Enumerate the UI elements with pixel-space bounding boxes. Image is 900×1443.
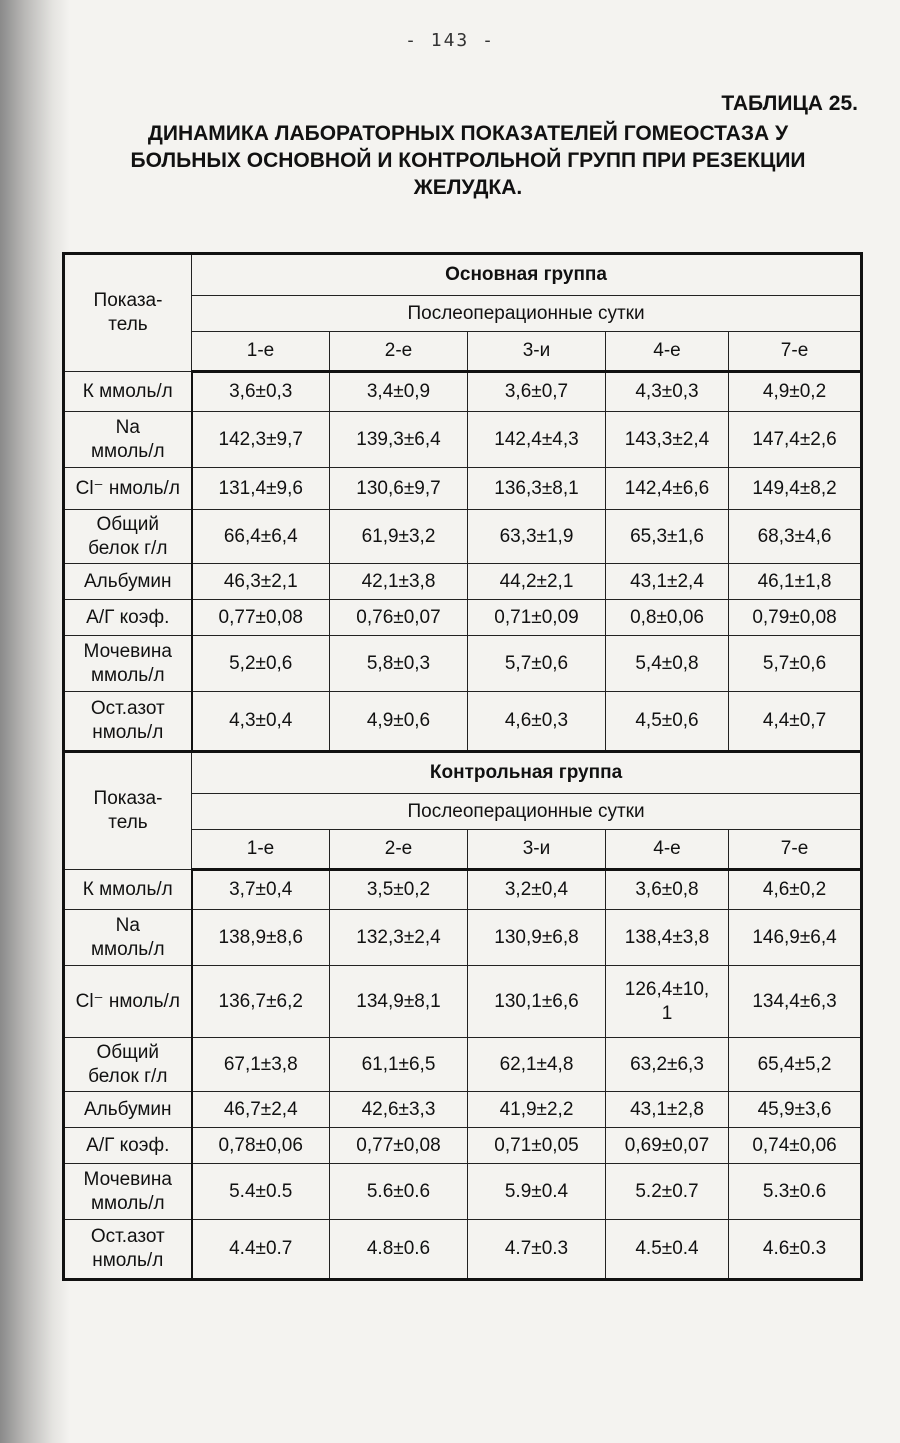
- caption-line: ЖЕЛУДКА.: [413, 176, 523, 199]
- value-cell: 0,78±0,06: [192, 1128, 330, 1164]
- value-cell: 4,6±0,3: [468, 692, 606, 752]
- value-cell: 46,3±2,1: [192, 564, 330, 600]
- table-row: [64, 1164, 862, 1220]
- row-label-line: нмоль/л: [92, 1250, 164, 1271]
- value-cell: 5,7±0,6: [729, 636, 862, 692]
- value-cell: 0,79±0,08: [729, 600, 862, 636]
- value-cell: 138,4±3,8: [606, 910, 729, 966]
- table-row: [64, 510, 862, 564]
- day-header: 2-е: [330, 332, 468, 372]
- page-gutter-shadow: [0, 0, 70, 1443]
- value-cell: 143,3±2,4: [606, 412, 729, 468]
- value-cell: 130,6±9,7: [330, 468, 468, 510]
- value-cell: 68,3±4,6: [729, 510, 862, 564]
- day-header: 7-е: [729, 332, 862, 372]
- value-cell: 132,3±2,4: [330, 910, 468, 966]
- value-cell: 3,2±0,4: [468, 870, 606, 910]
- value-cell: 149,4±8,2: [729, 468, 862, 510]
- value-cell: 126,4±10, 1: [606, 966, 729, 1038]
- value-cell: 0,71±0,05: [468, 1128, 606, 1164]
- table-caption: [78, 120, 858, 201]
- row-label-line: Мочевина: [83, 640, 172, 662]
- value-cell: 4,5±0,6: [606, 692, 729, 752]
- row-label-line: белок г/л: [88, 537, 168, 559]
- value-cell: 4.4±0.7: [192, 1220, 330, 1280]
- value-cell: 4,4±0,7: [729, 692, 862, 752]
- row-label-line: Общий: [96, 513, 160, 535]
- value-cell: 65,4±5,2: [729, 1038, 862, 1092]
- row-label-line: ммоль/л: [90, 938, 165, 960]
- postop-days-subheader: Послеоперационные сутки: [192, 794, 862, 830]
- table-row: [64, 412, 862, 468]
- value-cell: 146,9±6,4: [729, 910, 862, 966]
- row-label-line: Cl⁻ нмоль/л: [75, 990, 180, 1012]
- value-cell: 67,1±3,8: [192, 1038, 330, 1092]
- table-row: [64, 600, 862, 636]
- table-body: [64, 254, 862, 1280]
- value-cell: 0,74±0,06: [729, 1128, 862, 1164]
- value-cell: 61,1±6,5: [330, 1038, 468, 1092]
- value-cell: 63,3±1,9: [468, 510, 606, 564]
- param-header-line: тель: [108, 314, 148, 335]
- day-header: 3-и: [468, 830, 606, 870]
- table-label: ТАБЛИЦА 25.: [721, 92, 858, 115]
- value-cell: 44,2±2,1: [468, 564, 606, 600]
- day-header: 4-е: [606, 830, 729, 870]
- value-cell: 42,1±3,8: [330, 564, 468, 600]
- value-cell: 136,7±6,2: [192, 966, 330, 1038]
- table-row: [64, 468, 862, 510]
- value-cell: 42,6±3,3: [330, 1092, 468, 1128]
- value-cell: 5.3±0.6: [729, 1164, 862, 1220]
- value-cell: 0,71±0,09: [468, 600, 606, 636]
- value-cell: 63,2±6,3: [606, 1038, 729, 1092]
- row-label-line: К ммоль/л: [82, 878, 173, 900]
- value-cell: 4,6±0,2: [729, 870, 862, 910]
- row-label: [64, 412, 192, 468]
- table-row: [64, 564, 862, 600]
- row-label-line: А/Г коэф.: [86, 1134, 170, 1156]
- param-header-cell: [64, 752, 192, 870]
- value-cell: 46,1±1,8: [729, 564, 862, 600]
- value-cell: 5.9±0.4: [468, 1164, 606, 1220]
- value-cell: 62,1±4,8: [468, 1038, 606, 1092]
- table-row: [64, 966, 862, 1038]
- table-row: [64, 1220, 862, 1280]
- value-cell: 5,7±0,6: [468, 636, 606, 692]
- row-label: [64, 636, 192, 692]
- value-cell: 3,6±0,8: [606, 870, 729, 910]
- value-cell: 5,2±0,6: [192, 636, 330, 692]
- value-cell: 3,6±0,7: [468, 372, 606, 412]
- value-cell: 3,7±0,4: [192, 870, 330, 910]
- row-label-line: Альбумин: [83, 1098, 172, 1120]
- value-cell: 4.7±0.3: [468, 1220, 606, 1280]
- row-label-line: Ост.азот: [90, 1226, 165, 1247]
- row-label: [64, 372, 192, 412]
- table-row: [64, 1128, 862, 1164]
- value-cell: 5,4±0,8: [606, 636, 729, 692]
- row-label-line: А/Г коэф.: [86, 606, 170, 628]
- row-label-line: ммоль/л: [90, 664, 165, 686]
- value-cell: 0,76±0,07: [330, 600, 468, 636]
- table-row: [64, 910, 862, 966]
- value-cell: 139,3±6,4: [330, 412, 468, 468]
- value-cell: 5.2±0.7: [606, 1164, 729, 1220]
- value-cell: 61,9±3,2: [330, 510, 468, 564]
- day-header: 1-е: [192, 830, 330, 870]
- value-cell: 138,9±8,6: [192, 910, 330, 966]
- main-group-title: Основная группа: [192, 254, 862, 296]
- param-header-line: Показа-: [93, 788, 163, 809]
- row-label: [64, 1164, 192, 1220]
- value-cell: 134,9±8,1: [330, 966, 468, 1038]
- row-label-line: Ост.азот: [90, 698, 165, 719]
- table-row: [64, 1038, 862, 1092]
- value-cell: 43,1±2,4: [606, 564, 729, 600]
- value-cell: 4.6±0.3: [729, 1220, 862, 1280]
- day-header: 1-е: [192, 332, 330, 372]
- row-label-line: Na: [115, 416, 140, 438]
- value-cell: 46,7±2,4: [192, 1092, 330, 1128]
- day-header: 7-е: [729, 830, 862, 870]
- value-cell: 4,3±0,4: [192, 692, 330, 752]
- value-cell: 142,4±6,6: [606, 468, 729, 510]
- value-cell: 65,3±1,6: [606, 510, 729, 564]
- value-cell: 4,3±0,3: [606, 372, 729, 412]
- row-label: [64, 1220, 192, 1280]
- homeostasis-table: [62, 252, 863, 1281]
- caption-line: ДИНАМИКА ЛАБОРАТОРНЫХ ПОКАЗАТЕЛЕЙ ГОМЕОСТАЗА У: [147, 122, 789, 145]
- table-row: [64, 870, 862, 910]
- row-label: [64, 600, 192, 636]
- param-header-line: Показа-: [93, 290, 163, 311]
- row-label: [64, 870, 192, 910]
- table-row: [64, 372, 862, 412]
- page-number: - 143 -: [405, 30, 495, 51]
- row-label: [64, 564, 192, 600]
- caption-line: БОЛЬНЫХ ОСНОВНОЙ И КОНТРОЛЬНОЙ ГРУПП ПРИ РЕЗЕКЦИИ: [130, 149, 806, 172]
- value-cell: 142,3±9,7: [192, 412, 330, 468]
- value-cell: 41,9±2,2: [468, 1092, 606, 1128]
- row-label: [64, 692, 192, 752]
- control_group-title-row: [64, 752, 862, 794]
- value-cell: 0,8±0,06: [606, 600, 729, 636]
- day-header: 3-и: [468, 332, 606, 372]
- value-cell: 43,1±2,8: [606, 1092, 729, 1128]
- value-cell: 4.8±0.6: [330, 1220, 468, 1280]
- row-label-line: нмоль/л: [92, 722, 164, 743]
- value-cell: 130,9±6,8: [468, 910, 606, 966]
- day-header: 2-е: [330, 830, 468, 870]
- row-label-line: Мочевина: [83, 1168, 172, 1190]
- value-cell: 4,9±0,2: [729, 372, 862, 412]
- value-cell: 136,3±8,1: [468, 468, 606, 510]
- value-cell: 5,8±0,3: [330, 636, 468, 692]
- value-cell: 5.4±0.5: [192, 1164, 330, 1220]
- postop-days-subheader: Послеоперационные сутки: [192, 296, 862, 332]
- row-label-line: К ммоль/л: [82, 380, 173, 402]
- value-cell: 45,9±3,6: [729, 1092, 862, 1128]
- row-label-line: белок г/л: [88, 1065, 168, 1087]
- row-label-line: Альбумин: [83, 570, 172, 592]
- value-cell: 66,4±6,4: [192, 510, 330, 564]
- row-label: [64, 468, 192, 510]
- value-cell: 4,9±0,6: [330, 692, 468, 752]
- value-cell: 131,4±9,6: [192, 468, 330, 510]
- row-label: [64, 510, 192, 564]
- param-header-cell: [64, 254, 192, 372]
- table-row: [64, 1092, 862, 1128]
- table-row: [64, 692, 862, 752]
- row-label-line: ммоль/л: [90, 1192, 165, 1214]
- row-label: [64, 1092, 192, 1128]
- row-label-line: Общий: [96, 1041, 160, 1063]
- value-cell: 3,6±0,3: [192, 372, 330, 412]
- main_group-title-row: [64, 254, 862, 296]
- value-cell: 4.5±0.4: [606, 1220, 729, 1280]
- value-cell: 0,77±0,08: [330, 1128, 468, 1164]
- day-header: 4-е: [606, 332, 729, 372]
- table-row: [64, 636, 862, 692]
- param-header-line: тель: [108, 812, 148, 833]
- value-cell: 0,69±0,07: [606, 1128, 729, 1164]
- value-cell: 0,77±0,08: [192, 600, 330, 636]
- value-cell: 3,4±0,9: [330, 372, 468, 412]
- value-cell: 142,4±4,3: [468, 412, 606, 468]
- row-label-line: Na: [115, 914, 140, 936]
- value-cell: 5.6±0.6: [330, 1164, 468, 1220]
- value-cell: 147,4±2,6: [729, 412, 862, 468]
- row-label: [64, 966, 192, 1038]
- row-label: [64, 1128, 192, 1164]
- row-label-line: ммоль/л: [90, 440, 165, 462]
- control-group-title: Контрольная группа: [192, 752, 862, 794]
- row-label: [64, 910, 192, 966]
- value-cell: 134,4±6,3: [729, 966, 862, 1038]
- value-cell: 3,5±0,2: [330, 870, 468, 910]
- value-cell: 130,1±6,6: [468, 966, 606, 1038]
- row-label-line: Cl⁻ нмоль/л: [75, 477, 180, 499]
- row-label: [64, 1038, 192, 1092]
